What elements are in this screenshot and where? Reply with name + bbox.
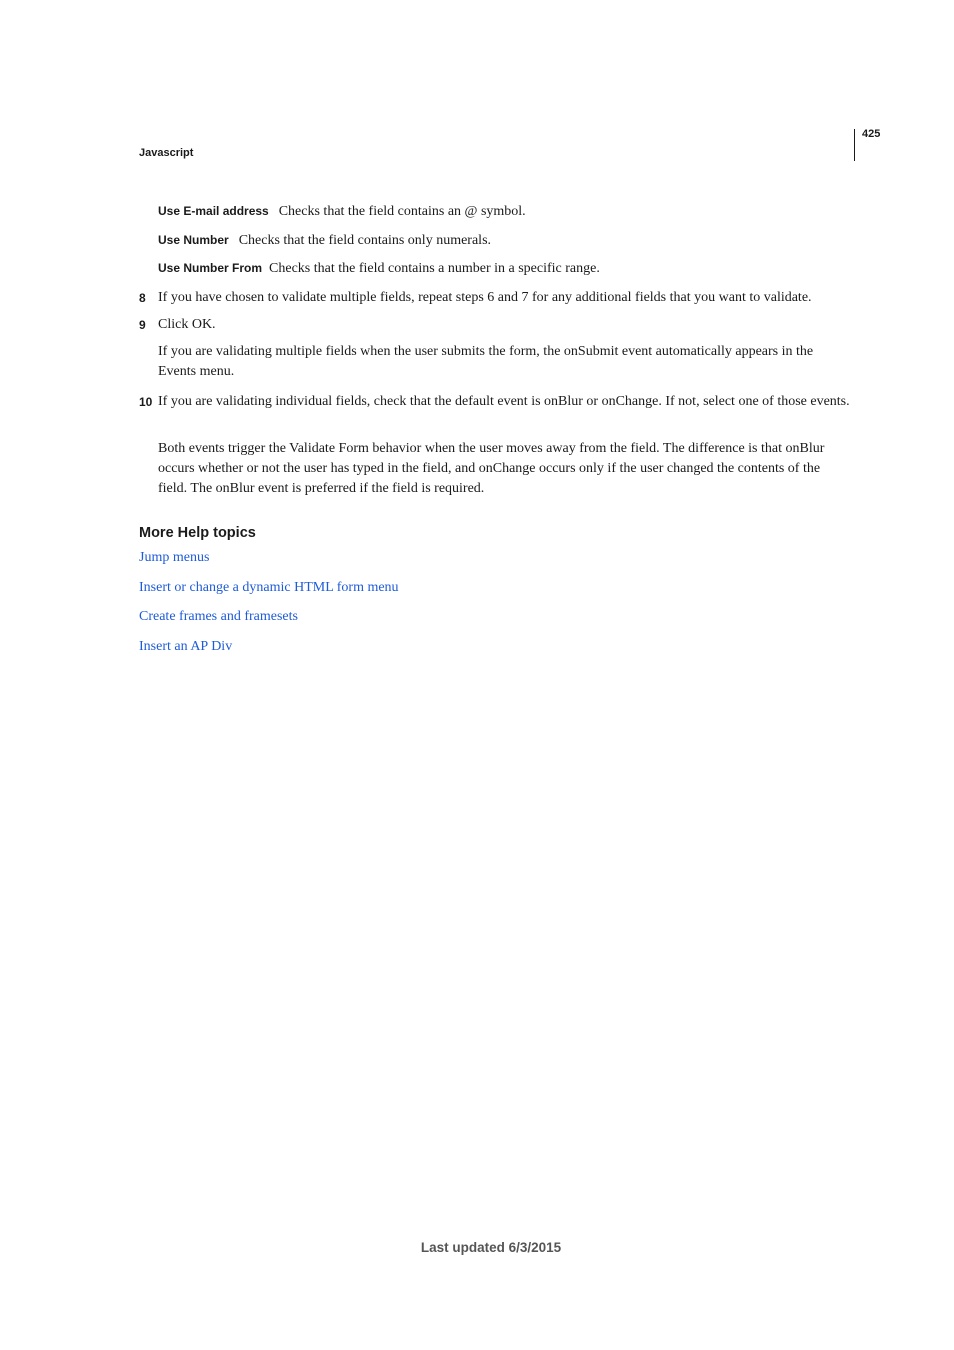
step-number: 9	[139, 318, 146, 332]
step-text: If you have chosen to validate multiple fields, repeat steps 6 and 7 for any additional fields that you want to validate.	[158, 290, 812, 305]
step-note: Both events trigger the Validate Form behavior when the user moves away from the field. The difference is that onBlur occurs whether or not the user has typed in the field, and onChange occurs only if the user changed the contents of the field. The onBlur event is preferred if the field is required.	[158, 441, 825, 496]
help-link-form-menu[interactable]: Insert or change a dynamic HTML form menu	[139, 580, 399, 595]
step-number: 8	[139, 291, 146, 305]
step-text: If you are validating individual fields, check that the default event is onBlur or onChange. If not, select one of those events.	[158, 394, 850, 409]
page-number: 425	[862, 128, 881, 140]
option-number	[158, 230, 491, 251]
option-text: Checks that the field contains an @ symbol.	[278, 204, 526, 219]
option-email	[158, 201, 526, 222]
last-updated: Last updated 6/3/2015	[420, 1240, 562, 1255]
help-link-jump-menus[interactable]: Jump menus	[139, 550, 210, 565]
more-help-heading: More Help topics	[139, 525, 256, 541]
section-title: Javascript	[139, 147, 194, 159]
step-note: If you are validating multiple fields when the user submits the form, the onSubmit event automatically appears in the Events menu.	[158, 344, 814, 379]
help-link-ap-div[interactable]: Insert an AP Div	[139, 639, 233, 654]
option-text: Checks that the field contains only numerals.	[238, 233, 492, 248]
option-label: Use E-mail address	[158, 204, 269, 218]
option-label: Use Number From	[158, 261, 263, 275]
option-text: Checks that the field contains a number in a specific range.	[269, 261, 600, 276]
step-text: Click OK.	[158, 317, 216, 332]
help-link-frames[interactable]: Create frames and framesets	[139, 609, 298, 624]
header-rule	[854, 129, 855, 161]
step-number: 10	[139, 395, 153, 409]
option-label: Use Number	[158, 233, 229, 247]
option-number-from	[158, 258, 600, 279]
